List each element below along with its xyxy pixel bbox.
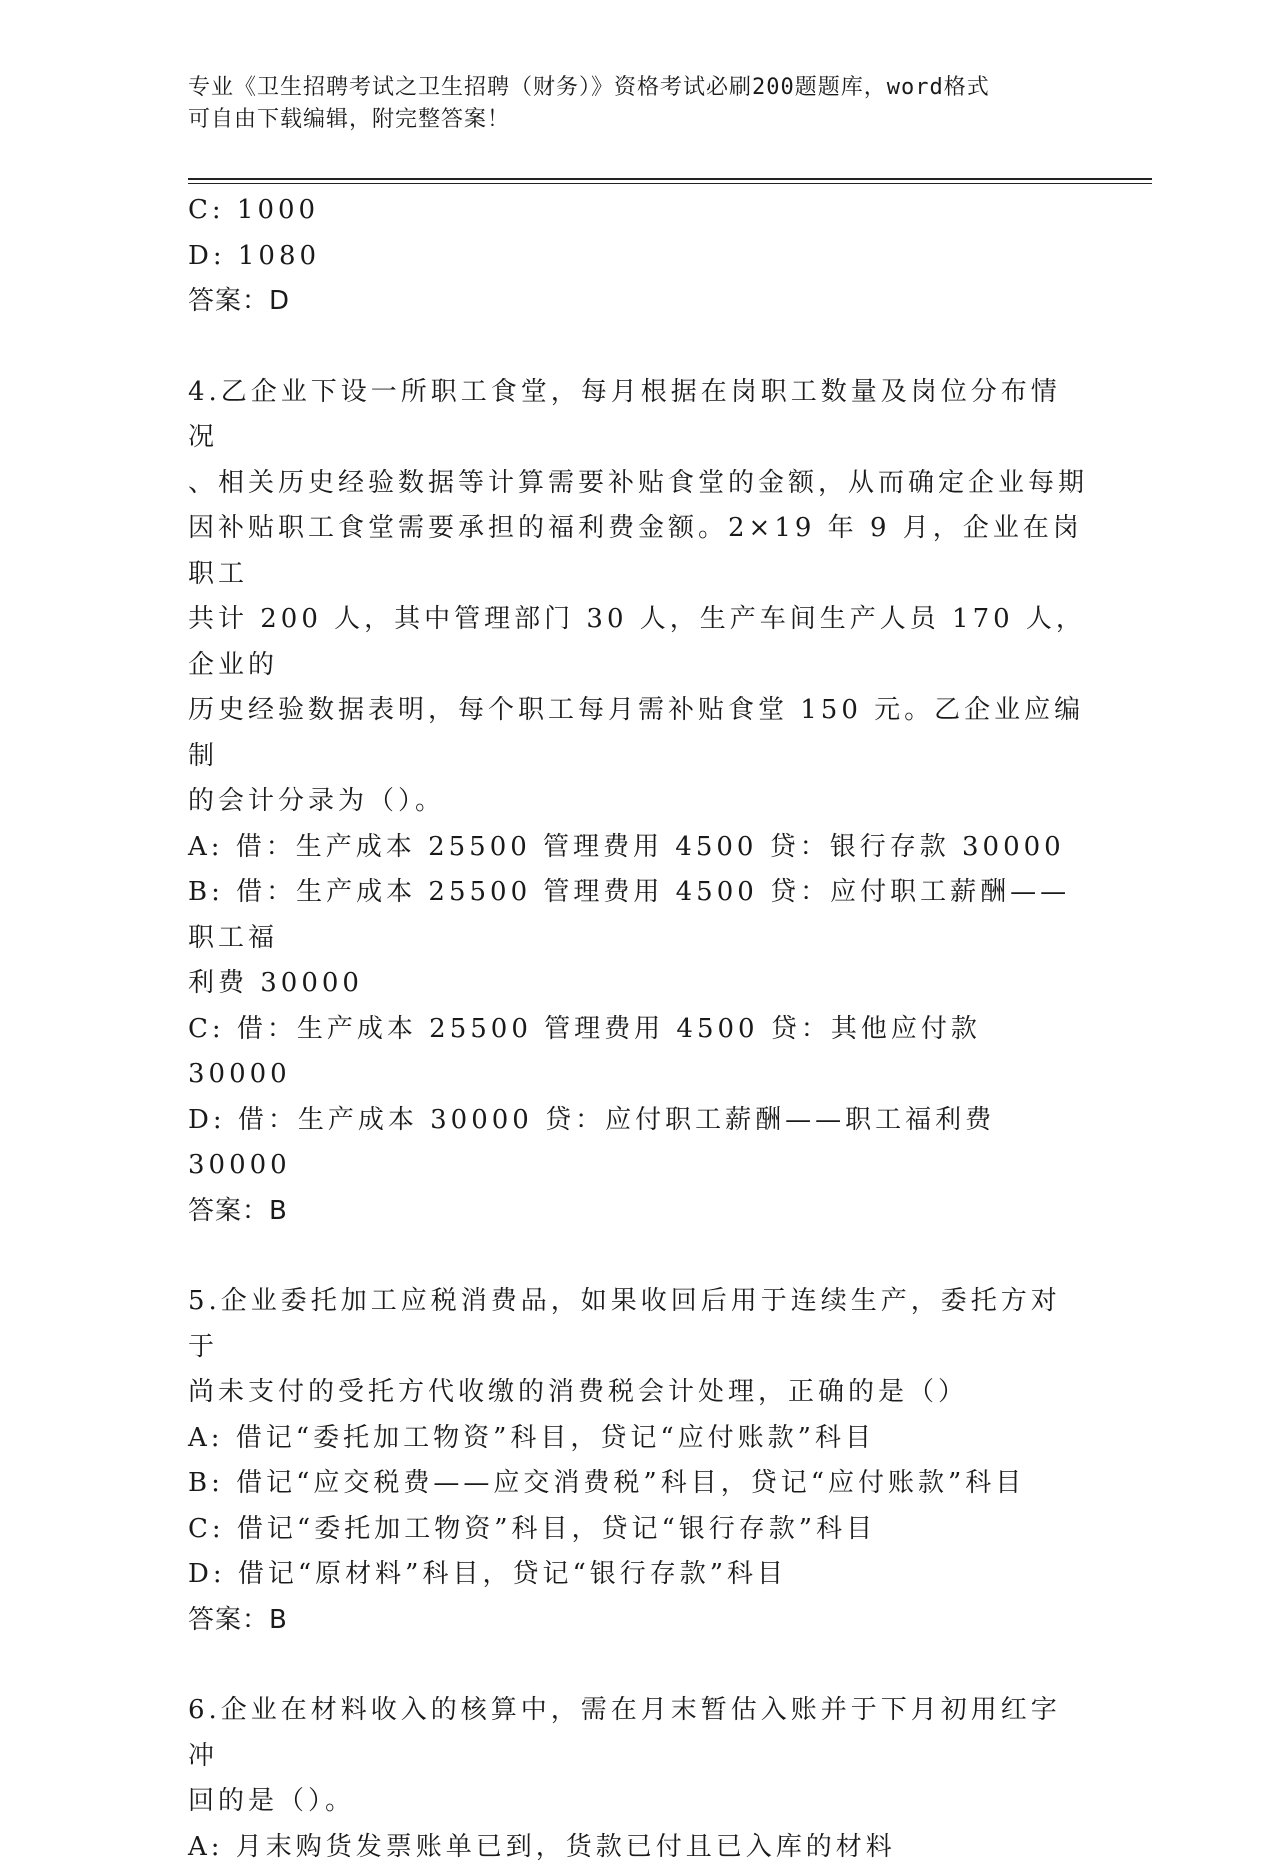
- option-b-continued: 利费 30000: [188, 961, 1088, 1007]
- question-5: [188, 1279, 1088, 1643]
- header-divider-thick: [188, 178, 1152, 180]
- option-b: B: 借记“应交税费——应交消费税”科目，贷记“应付账款”科目: [188, 1461, 1088, 1507]
- option-b: B: 借：生产成本 25500 管理费用 4500 贷：应付职工薪酬——职工福: [188, 870, 1088, 961]
- option-c: C: 借记“委托加工物资”科目，贷记“银行存款”科目: [188, 1507, 1088, 1553]
- document-body: [188, 188, 1088, 1870]
- answer-line: 答案：B: [188, 1598, 1088, 1644]
- header-line-1: 专业《卫生招聘考试之卫生招聘（财务）》资格考试必刷200题题库，word格式: [188, 72, 1068, 104]
- option-c: C: 1000: [188, 188, 1088, 234]
- option-d: D: 1080: [188, 234, 1088, 280]
- question-stem-line: 历史经验数据表明，每个职工每月需补贴食堂 150 元。乙企业应编制: [188, 688, 1088, 779]
- option-a: A: 借记“委托加工物资”科目，贷记“应付账款”科目: [188, 1416, 1088, 1462]
- question-stem-line: 的会计分录为（）。: [188, 779, 1088, 825]
- document-header: [188, 72, 1068, 136]
- question-6: [188, 1688, 1088, 1870]
- answer-line: 答案：D: [188, 279, 1088, 325]
- question-stem-line: 、相关历史经验数据等计算需要补贴食堂的金额，从而确定企业每期: [188, 461, 1088, 507]
- question-stem-line: 6.企业在材料收入的核算中，需在月末暂估入账并于下月初用红字冲: [188, 1688, 1088, 1779]
- question-stem-line: 回的是（）。: [188, 1779, 1088, 1825]
- question-stem-line: 共计 200 人，其中管理部门 30 人，生产车间生产人员 170 人，企业的: [188, 597, 1088, 688]
- question-stem-line: 因补贴职工食堂需要承担的福利费金额。2×19 年 9 月，企业在岗职工: [188, 506, 1088, 597]
- answer-line: 答案：B: [188, 1189, 1088, 1235]
- question-stem-line: 4.乙企业下设一所职工食堂，每月根据在岗职工数量及岗位分布情况: [188, 370, 1088, 461]
- option-a: A: 月末购货发票账单已到，货款已付且已入库的材料: [188, 1825, 1088, 1870]
- option-d: D: 借：生产成本 30000 贷：应付职工薪酬——职工福利费 30000: [188, 1098, 1088, 1189]
- question-4: [188, 370, 1088, 1235]
- question-stem-line: 5.企业委托加工应税消费品，如果收回后用于连续生产，委托方对于: [188, 1279, 1088, 1370]
- header-divider-thin: [188, 183, 1152, 184]
- option-a: A: 借：生产成本 25500 管理费用 4500 贷：银行存款 30000: [188, 825, 1088, 871]
- option-d: D: 借记“原材料”科目，贷记“银行存款”科目: [188, 1552, 1088, 1598]
- header-line-2: 可自由下载编辑，附完整答案！: [188, 104, 1068, 136]
- question-stem-line: 尚未支付的受托方代收缴的消费税会计处理，正确的是（）: [188, 1370, 1088, 1416]
- option-c: C: 借：生产成本 25500 管理费用 4500 贷：其他应付款 30000: [188, 1007, 1088, 1098]
